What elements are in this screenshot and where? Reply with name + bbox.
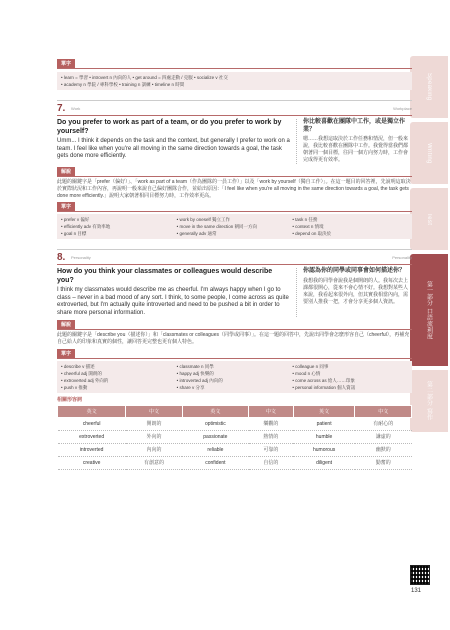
question-topic: Personality bbox=[71, 255, 91, 261]
question-topic: Work bbox=[71, 106, 81, 111]
vocab-item: • personal information 個人資訊 bbox=[292, 384, 356, 390]
table-cell: 有創意的 bbox=[126, 456, 182, 469]
vocab-section-header bbox=[57, 203, 412, 212]
table-cell: 開朗的 bbox=[126, 417, 182, 430]
table-cell: cheerful bbox=[58, 417, 126, 430]
side-tab-3[interactable] bbox=[410, 188, 448, 250]
table-cell: 勤奮的 bbox=[355, 456, 412, 469]
table-cell: 內向的 bbox=[126, 443, 182, 456]
main-content bbox=[57, 60, 412, 470]
table-cell: 有耐心的 bbox=[355, 417, 412, 430]
vocab-item: • context n 情境 bbox=[292, 224, 324, 230]
table-cell: 熱情的 bbox=[249, 430, 294, 443]
question-text: How do you think your classmates or colleagues would describe you? bbox=[57, 268, 273, 284]
vocab-section-header bbox=[57, 60, 412, 69]
translation-text: 我想我的同學會說我是個開朗的人。我每次去上課都很開心，從來不會心情不好。我想對某些人來說，我看起來很外向，但其實我相當內向，需要別人推我一把，才會分享更多個人資訊。 bbox=[302, 277, 408, 305]
vocab-line: • learn = 學習 • introvert n 內向的人 • get around = 四處走動 / 克服 • socialize v 社交 bbox=[61, 75, 228, 80]
side-tabs bbox=[410, 56, 450, 436]
question-category: Personality bbox=[392, 255, 412, 261]
side-tab-label: Speaking bbox=[426, 73, 432, 101]
table-cell: confident bbox=[182, 456, 248, 469]
vocab-item: • mood n 心情 bbox=[292, 370, 321, 376]
side-tab-1[interactable] bbox=[410, 56, 448, 118]
table-header: 中文 bbox=[249, 405, 294, 417]
table-cell: humorous bbox=[293, 443, 355, 456]
table-cell: 樂觀的 bbox=[249, 417, 294, 430]
table-cell: extroverted bbox=[58, 430, 126, 443]
vocab-tag: 單字 bbox=[57, 202, 75, 211]
vocab-item: • happy adj 快樂的 bbox=[176, 370, 214, 376]
question-number: 8. bbox=[57, 252, 66, 264]
vocab-item: • introverted adj 內向的 bbox=[176, 377, 223, 383]
table-cell: 可靠的 bbox=[249, 443, 294, 456]
table-row bbox=[58, 417, 412, 430]
vocab-grid bbox=[57, 361, 412, 393]
table-cell: 外向的 bbox=[126, 430, 182, 443]
vocab-grid bbox=[57, 214, 412, 239]
side-tab-label: 第一部分 口語流利度 bbox=[425, 280, 432, 340]
side-tab-5[interactable] bbox=[410, 370, 448, 432]
table-cell: introverted bbox=[58, 443, 126, 456]
table-header: 中文 bbox=[126, 405, 182, 417]
vocab-item: • share v 分享 bbox=[176, 384, 205, 390]
vocab-line: • academy n 學院 / 專科學校 • training n 訓練 • timeline n 時間 bbox=[61, 82, 185, 87]
vocab-item: • generally adv 通常 bbox=[176, 231, 217, 237]
explain-header bbox=[57, 168, 412, 177]
question-8-body bbox=[57, 268, 412, 317]
explain-tag: 解說 bbox=[57, 320, 75, 329]
vocab-item: • depend on 取決於 bbox=[292, 231, 332, 237]
answer-text: Umm... I think it depends on the task and the context, but generally I prefer to work on a team. I feel like when you're all moving in the same direction towards a goal, the task gets done more efficiently. bbox=[57, 138, 290, 159]
table-header: 英文 bbox=[182, 405, 248, 417]
side-tab-2[interactable] bbox=[410, 122, 448, 184]
table-cell: 自信的 bbox=[249, 456, 294, 469]
question-8-header bbox=[57, 254, 412, 265]
table-cell: passionate bbox=[182, 430, 248, 443]
table-cell: creative bbox=[58, 456, 126, 469]
side-tab-4-active[interactable] bbox=[410, 254, 448, 366]
table-header-row bbox=[58, 405, 412, 417]
table-cell: 幽默的 bbox=[355, 443, 412, 456]
table-cell: humble bbox=[293, 430, 355, 443]
vocab-item: • cheerful adj 開朗的 bbox=[61, 370, 102, 376]
question-category: Workplace bbox=[393, 106, 412, 111]
vocab-item: • prefer v 偏好 bbox=[61, 217, 90, 223]
table-header: 中文 bbox=[355, 405, 412, 417]
table-cell: optimistic bbox=[182, 417, 248, 430]
vocab-item: • work by oneself 獨立工作 bbox=[176, 217, 230, 223]
vocab-item: • classmate n 同學 bbox=[176, 363, 214, 369]
table-row bbox=[58, 456, 412, 469]
vocab-section-header bbox=[57, 350, 412, 359]
divider bbox=[57, 90, 412, 101]
table-row bbox=[58, 443, 412, 456]
table-cell: 謙虛的 bbox=[355, 430, 412, 443]
table-row bbox=[58, 430, 412, 443]
table-cell: reliable bbox=[182, 443, 248, 456]
vocab-item: • colleague n 同事 bbox=[292, 363, 329, 369]
side-tab-label: 第二部分 寫作 bbox=[425, 381, 432, 421]
vocab-item: • goal n 目標 bbox=[61, 231, 87, 237]
table-cell: diligent bbox=[293, 456, 355, 469]
translation-text: 嗯……我想這取決於工作任務和情況，但一般來說，我比較喜歡在團隊中工作。我覺得當我們都朝著同一個目標，往同一個方向努力時，工作會完成得更有效率。 bbox=[302, 136, 408, 163]
explain-text: 此題的關鍵字是「prefer（偏好）」、「work as part of a team（作為團隊的一員工作）」以及「work by yourself（獨自工作）」。在這一題目的回答裡，先說明這取決於實際狀況和工作內容，再說明一般來說自己偏好團隊合作，並給出原因：「I feel like when you're all moving in the same direction towards a goal, the task gets done more efficiently.」說明大家朝著相同目標努力時，工作效率更高。 bbox=[57, 179, 411, 199]
translation-title: 你比較喜歡在團隊中工作，或是獨立作業？ bbox=[302, 119, 405, 133]
question-7-body bbox=[57, 119, 412, 164]
explain-tag: 解說 bbox=[57, 167, 75, 176]
page-number: 131 bbox=[411, 588, 422, 594]
qr-code-icon[interactable] bbox=[410, 565, 430, 585]
vocab-tag: 單字 bbox=[57, 349, 75, 358]
vocab-item: • describe v 描述 bbox=[61, 363, 95, 369]
answer-text: I think my classmates would describe me as cheerful. I'm always happy when I go to class – never in a bad mood of any sort. I think, to some people, I come across as quite extroverted, but I'm actually quite introverted and need to be pushed a bit in order to share more personal information. bbox=[57, 287, 289, 316]
vocab-box bbox=[57, 72, 412, 90]
vocab-item: • task n 任務 bbox=[292, 217, 318, 223]
table-cell: patient bbox=[293, 417, 355, 430]
side-tab-label: Test bbox=[426, 212, 432, 226]
side-tab-label: Writing bbox=[426, 142, 432, 164]
vocab-item: • extroverted adj 外向的 bbox=[61, 377, 109, 383]
translation-title: 你認為你的同學或同事會如何描述你？ bbox=[302, 268, 405, 275]
related-adjectives-label: 相關形容詞 bbox=[57, 396, 83, 403]
vocab-item: • come across as 給人……印象 bbox=[292, 377, 355, 383]
adjective-table bbox=[57, 405, 412, 470]
question-number: 7. bbox=[57, 103, 66, 114]
vocab-item: • move in the same direction 朝同一方向 bbox=[176, 224, 258, 230]
question-7-header bbox=[57, 105, 412, 116]
question-text: Do you prefer to work as part of a team, or do you prefer to work by yourself? bbox=[57, 119, 282, 135]
table-header: 英文 bbox=[293, 405, 355, 417]
divider bbox=[57, 239, 412, 250]
vocab-item: • push v 推動 bbox=[61, 384, 88, 390]
explain-text: 此題的關鍵字是「describe you（描述你）」和「classmates or colleagues（同學或同事）」。在這一題的回答中，先說出同學會怎麼形容自己（cheerful），再補充自己給人的印象和真實的個性，讓回答更完整也更有個人特色。 bbox=[57, 332, 410, 346]
vocab-item: • efficiently adv 有效率地 bbox=[61, 224, 111, 230]
explain-header bbox=[57, 321, 412, 330]
vocab-tag: 單字 bbox=[57, 59, 75, 68]
table-header: 英文 bbox=[58, 405, 126, 417]
